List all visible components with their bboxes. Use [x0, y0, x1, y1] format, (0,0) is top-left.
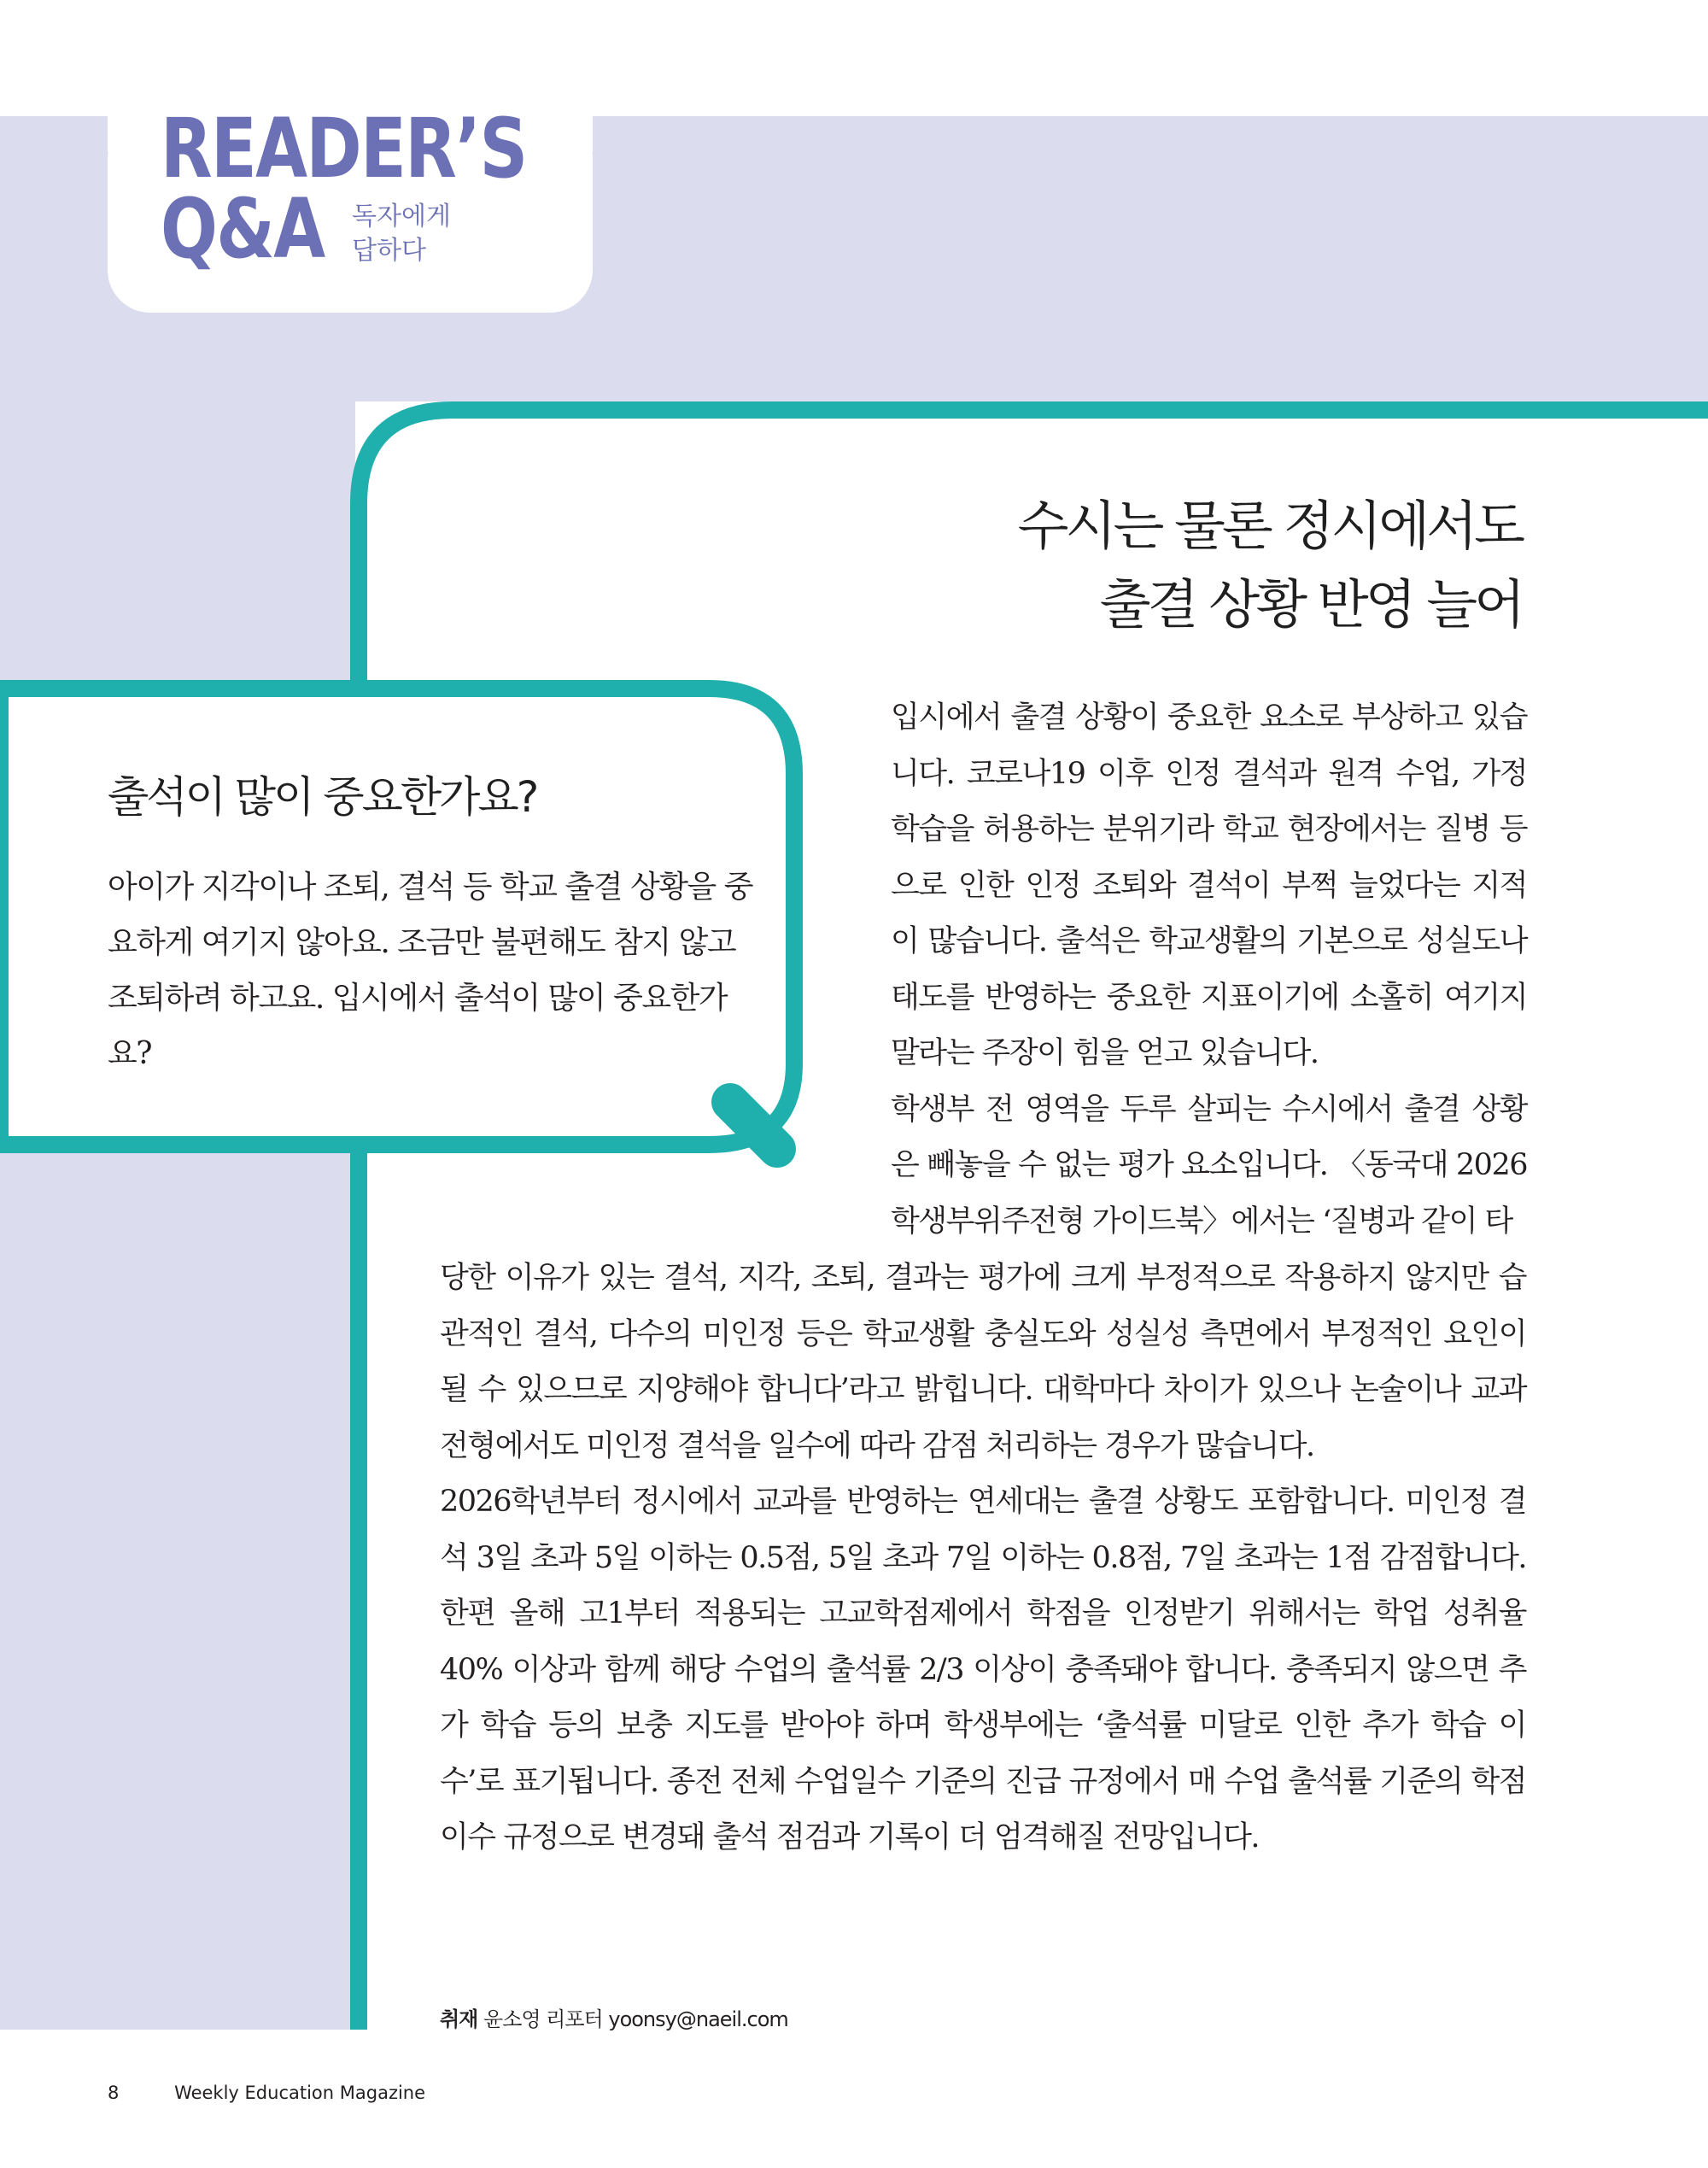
section-subtitle: [352, 200, 451, 268]
section-subtitle-line2: 답하다: [352, 236, 426, 266]
question-title: 출석이 많이 중요한가요?: [108, 772, 537, 822]
headline-line1: 수시는 물론 정시에서도: [1017, 495, 1522, 557]
reporter-credit: [440, 2002, 788, 2032]
article-headline: [1018, 487, 1522, 644]
lavender-column: [0, 401, 355, 2030]
section-title: READER’S: [161, 101, 527, 196]
page-footer: [108, 2083, 425, 2103]
answer-column-full: [440, 1251, 1526, 1866]
credit-text: 윤소영 리포터 yoonsy@naeil.com: [477, 2007, 788, 2031]
answer-paragraph-1: 입시에서 출결 상황이 중요한 요소로 부상하고 있습니다. 코로나19 이후 인정 결석과 원격 수업, 가정 학습을 허용하는 분위기라 학교 현장에서는 질병 등으로 인한 인정 조퇴와 결석이 부쩍 늘었다는 지적이 많습니다. 출석은 학교생활의 기본으로 성실도나 태도를 반영하는 중요한 지표이기에 소홀히 여기지 말라는 주장이 힘을 얻고 있습니다.: [891, 700, 1527, 1070]
answer-paragraph-2-end: 당한 이유가 있는 결석, 지각, 조퇴, 결과는 평가에 크게 부정적으로 작용하지 않지만 습관적인 결석, 다수의 미인정 등은 학교생활 충실도와 성실성 측면에서 부정적인 요인이 될 수 있으므로 지양해야 합니다’라고 밝힙니다. 대학마다 차이가 있으나 논술이나 교과전형에서도 미인정 결석을 일수에 따라 감점 처리하는 경우가 많습니다.: [440, 1261, 1526, 1463]
headline-line2: 출결 상황 반영 늘어: [1099, 573, 1522, 636]
question-body: 아이가 지각이나 조퇴, 결석 등 학교 출결 상황을 중요하게 여기지 않아요. 조금만 불편해도 참지 않고 조퇴하려 하고요. 입시에서 출석이 많이 중요한가요?: [108, 870, 753, 1071]
section-title-qa: Q&A: [161, 181, 325, 277]
answer-paragraph-3: 2026학년부터 정시에서 교과를 반영하는 연세대는 출결 상황도 포함합니다. 미인정 결석 3일 초과 5일 이하는 0.5점, 5일 초과 7일 이하는 0.8점, 7일 초과는 1점 감점합니다. 한편 올해 고1부터 적용되는 고교학점제에서 학점을 인정받기 위해서는 학업 성취율 40% 이상과 함께 해당 수업의 출석률 2/3 이상이 충족돼야 합니다. 충족되지 않으면 추가 학습 등의 보충 지도를 받아야 하며 학생부에는 ‘출석률 미달로 인한 추가 학습 이수’로 표기됩니다. 종전 전체 수업일수 기준의 진급 규정에서 매 수업 출석률 기준의 학점 이수 규정으로 변경돼 출석 점검과 기록이 더 엄격해질 전망입니다.: [440, 1485, 1526, 1855]
magazine-name: Weekly Education Magazine: [174, 2083, 426, 2103]
answer-column-top: [891, 690, 1527, 1250]
credit-label: 취재: [440, 2007, 478, 2031]
answer-paragraph-2-start: 학생부 전 영역을 두루 살피는 수시에서 출결 상황은 빼놓을 수 없는 평가 요소입니다. 〈동국대 2026 학생부위주전형 가이드북〉에서는 ‘질병과 같이 타: [891, 1092, 1527, 1239]
section-subtitle-line1: 독자에게: [352, 202, 451, 231]
page-number: 8: [108, 2083, 120, 2103]
